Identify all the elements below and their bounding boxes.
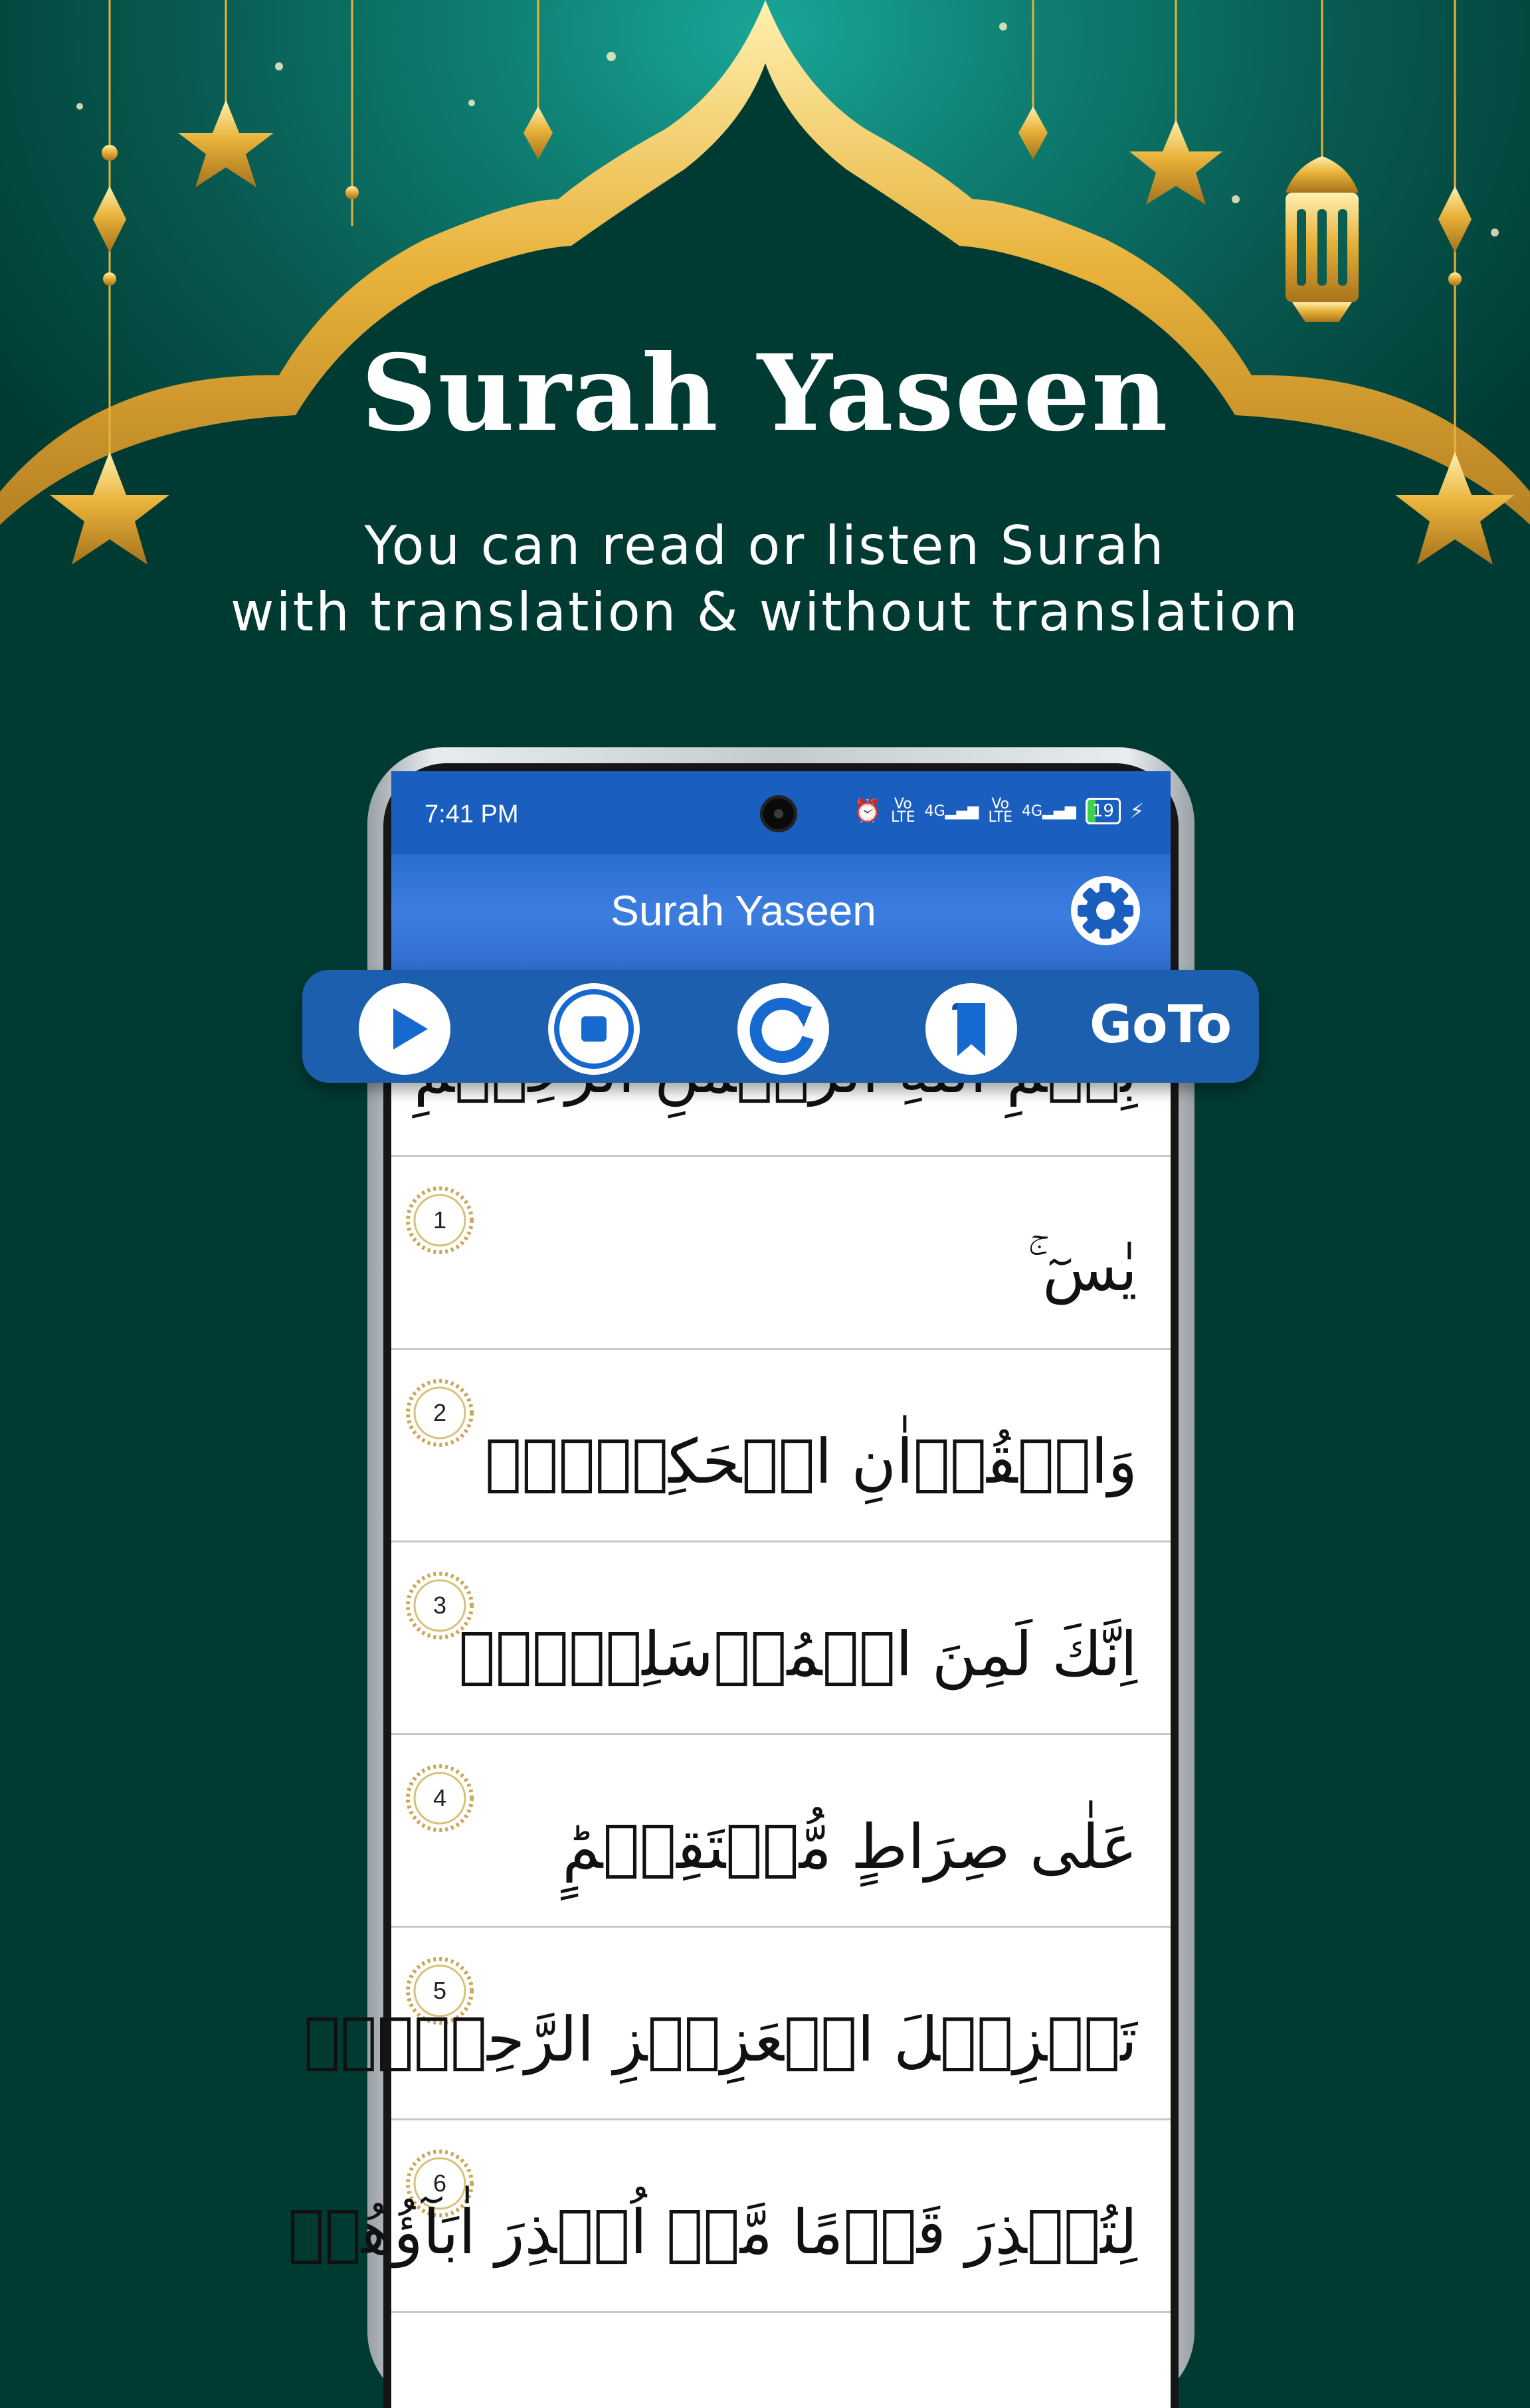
verse-text: اِنَّكَ لَمِنَ الۡمُرۡسَلِيۡنَۙ [458,1619,1137,1690]
verse-row[interactable] [288,2120,1171,2313]
volte-icon-1: Vo LTE [891,796,915,826]
volte-icon-2: Vo LTE [988,796,1013,826]
stop-icon [548,983,640,1075]
lantern-icon [1286,156,1359,322]
verse-row[interactable] [304,1928,1171,2120]
app-bar [391,854,1171,987]
verse-list [288,989,1171,2313]
repeat-icon [737,983,829,1075]
status-time: 7:41 PM [425,800,519,828]
verse-number-badge: 4 [403,1762,476,1835]
verse-text: لِتُنۡذِرَ قَوۡمًا مَّاۤ اُنۡذِرَ اٰبَآؤُهُمۡ [288,2197,1137,2268]
signal-icon-2: 4G▂▄▆ [1022,802,1076,820]
hero-subtitle-line1: You can read or listen Surah [364,515,1166,577]
verse-row[interactable] [391,1157,1171,1350]
app-bar-title: Surah Yaseen [611,887,876,935]
status-icons [854,798,1144,824]
verse-row[interactable] [391,1350,1171,1542]
charging-icon: ⚡ [1129,799,1144,823]
bookmark-button[interactable] [925,983,1017,1075]
gear-icon[interactable] [1069,874,1142,947]
stop-button[interactable] [548,983,640,1075]
verse-number-badge: 1 [403,1184,476,1257]
hero-subtitle-line2: with translation & without translation [231,581,1299,643]
status-bar [391,771,1171,854]
repeat-button[interactable] [737,983,829,1075]
verse-text: عَلٰى صِرَاطٍ مُّسۡتَقِيۡمٍؕ [562,1811,1137,1883]
playback-controls-bar [302,970,1259,1083]
verse-row[interactable] [391,1735,1171,1928]
front-camera [760,795,797,832]
verse-text: يٰسٓ ۚ [1027,1234,1137,1305]
verse-number-badge: 6 [403,2147,476,2220]
verse-text: تَنۡزِيۡلَ الۡعَزِيۡزِ الرَّحِيۡمِۙ [304,2004,1137,2075]
verse-number-badge: 3 [403,1569,476,1642]
verse-number-badge: 2 [403,1376,476,1449]
gold-arch-decoration [0,0,1530,598]
verse-row[interactable] [391,1542,1171,1735]
battery-indicator: 19 [1086,798,1121,824]
verse-number-badge: 5 [403,1954,476,2027]
bookmark-icon [925,983,1017,1075]
alarm-icon: ⏰ [853,798,882,824]
goto-button[interactable]: GoTo [1090,995,1232,1055]
hero-title: Surah Yaseen [361,332,1169,455]
signal-icon-1: 4G▂▄▆ [924,802,979,820]
play-icon [359,983,450,1075]
verse-text: وَالۡقُرۡاٰنِ الۡحَكِيۡمِۙ [485,1426,1137,1497]
play-button[interactable] [359,983,450,1075]
